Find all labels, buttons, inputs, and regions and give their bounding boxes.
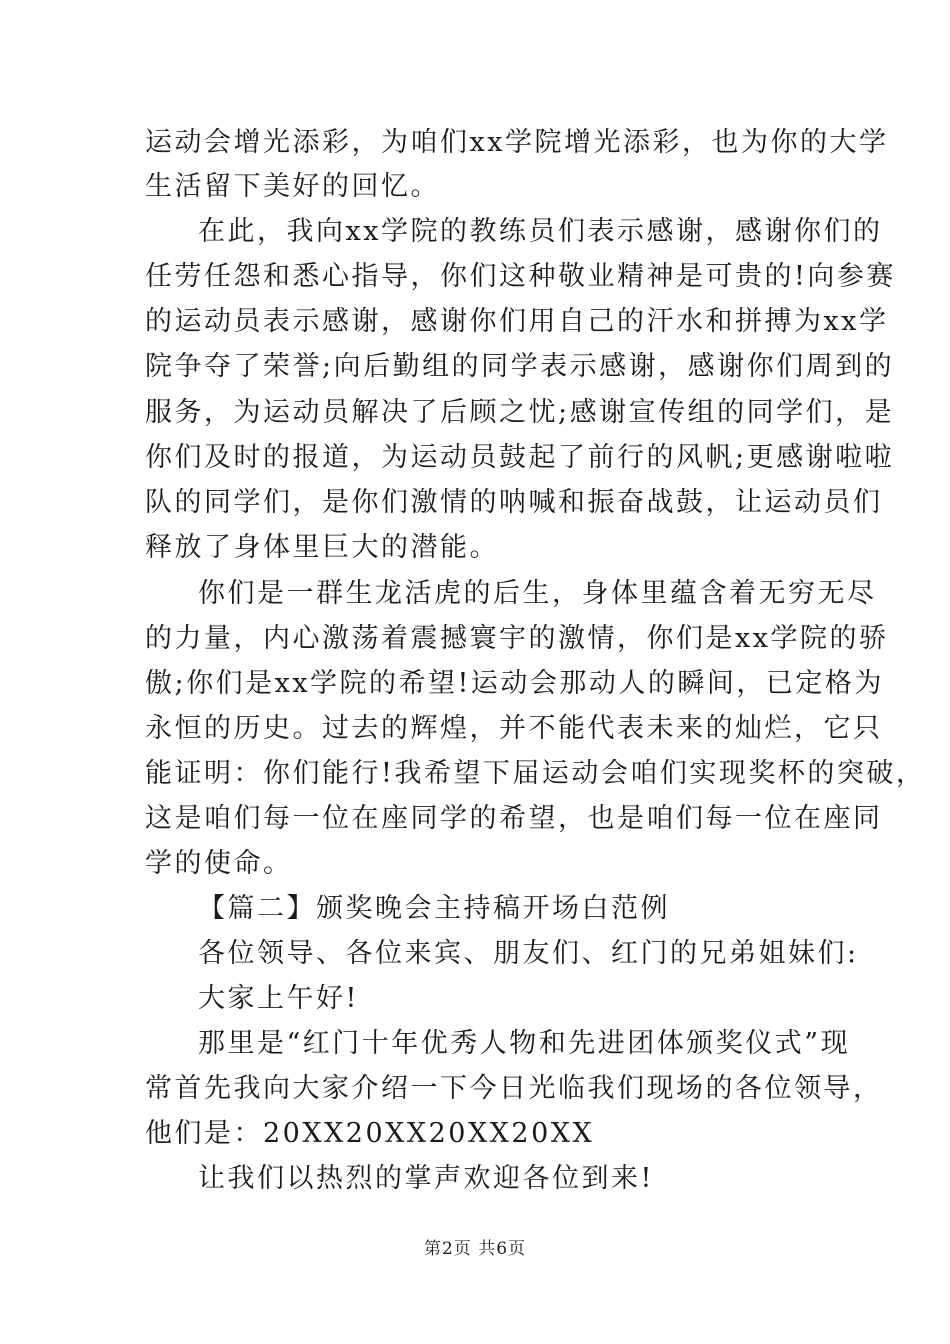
paragraph-line: 的力量，内心激荡着震撼寰宇的激情，你们是xx学院的骄 [145, 623, 889, 654]
paragraph-line: 队的同学们，是你们激情的呐喊和振奋战鼓，让运动员们 [145, 487, 883, 518]
section-heading: 【篇二】颁奖晚会主持稿开场白范例 [198, 893, 670, 924]
paragraph-line: 任劳任怨和悉心指导，你们这种敬业精神是可贵的!向参赛 [145, 261, 896, 292]
paragraph-line: 这是咱们每一位在座同学的希望，也是咱们每一位在座同 [145, 803, 883, 834]
paragraph-line: 释放了身体里巨大的潜能。 [145, 532, 499, 563]
paragraph-line: 你们及时的报道，为运动员鼓起了前行的风帆;更感谢啦啦 [145, 442, 895, 473]
paragraph-line: 常首先我向大家介绍一下今日光临我们现场的各位领导， [145, 1073, 883, 1104]
paragraph-line: 他们是：20XX20XX20XX20XX [145, 1118, 595, 1149]
paragraph-line: 那里是“红门十年优秀人物和先进团体颁奖仪式”现 [198, 1028, 851, 1059]
paragraph-line: 大家上午好! [198, 983, 359, 1014]
paragraph-line: 永恒的历史。过去的辉煌，并不能代表未来的灿烂，它只 [145, 713, 883, 744]
paragraph-line: 学的使命。 [145, 848, 293, 879]
paragraph-line: 你们是一群生龙活虎的后生，身体里蕴含着无穷无尽 [198, 578, 877, 609]
paragraph-line: 傲;你们是xx学院的希望!运动会那动人的瞬间，已定格为 [145, 668, 884, 699]
paragraph-line: 在此，我向xx学院的教练员们表示感谢，感谢你们的 [198, 216, 883, 247]
paragraph-line: 运动会增光添彩，为咱们xx学院增光添彩，也为你的大学 [145, 127, 889, 158]
paragraph-line: 能证明：你们能行!我希望下届运动会咱们实现奖杯的突破， [145, 758, 926, 789]
paragraph-line: 生活留下美好的回忆。 [145, 171, 440, 202]
paragraph-line: 的运动员表示感谢，感谢你们用自己的汗水和拼搏为xx学 [145, 306, 889, 337]
paragraph-line: 院争夺了荣誉;向后勤组的同学表示感谢，感谢你们周到的 [145, 351, 895, 382]
page-number-footer: 第2页 共6页 [423, 1239, 527, 1259]
paragraph-line: 让我们以热烈的掌声欢迎各位到来! [198, 1163, 654, 1194]
paragraph-line: 各位领导、各位来宾、朋友们、红门的兄弟姐妹们: [198, 938, 859, 969]
paragraph-line: 服务，为运动员解决了后顾之忧;感谢宣传组的同学们，是 [145, 397, 895, 428]
